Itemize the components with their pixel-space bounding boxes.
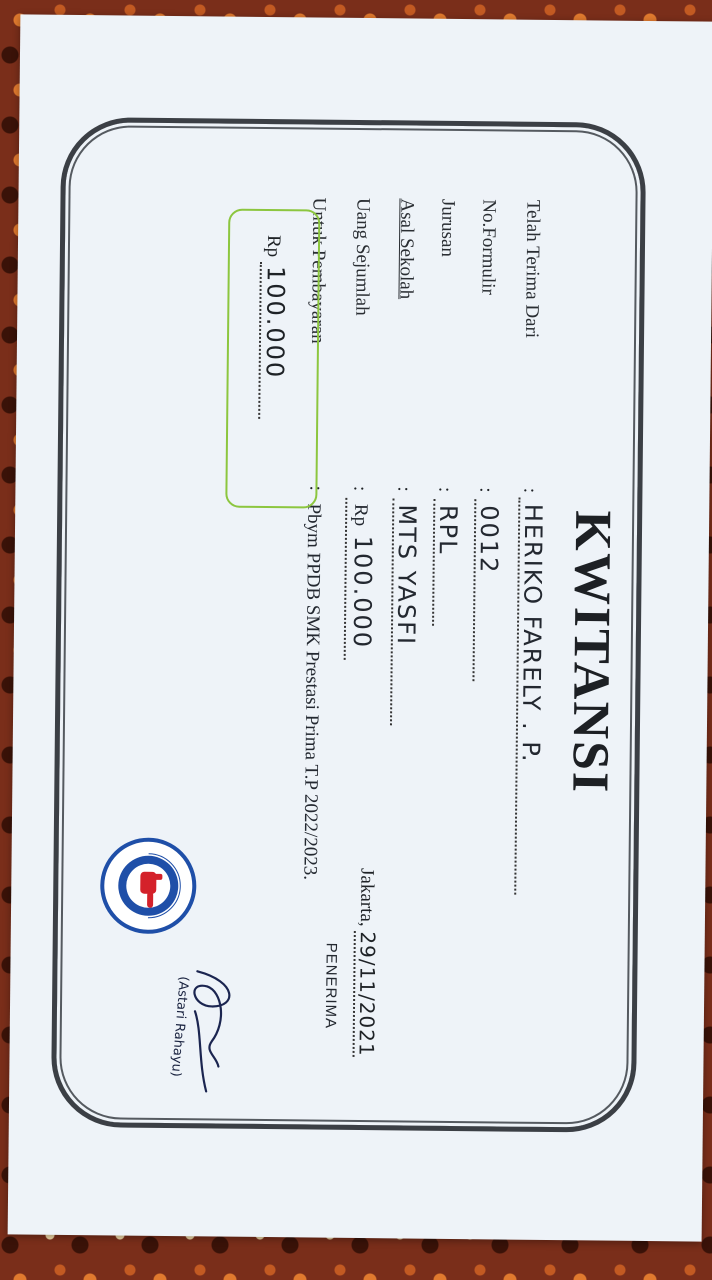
amount-box	[225, 209, 320, 509]
label-amount: Uang Sejumlah	[351, 197, 374, 316]
receipt	[35, 95, 686, 1162]
value-school-origin: MTS YASFI	[390, 498, 420, 725]
amount-box-prefix: Rp	[262, 234, 285, 258]
value-payment-for: Pbym PPDB SMK Prestasi Prima T.P 2022/2023.	[299, 503, 325, 881]
colon: :	[393, 486, 415, 492]
label-form-number: No.Formulir	[477, 199, 500, 295]
date-value: 29/11/2021	[354, 931, 380, 1057]
colon: :	[305, 485, 327, 491]
value-department: RPL	[432, 499, 461, 626]
receipt-date	[354, 868, 381, 1057]
receipt-paper	[8, 14, 712, 1241]
value-form-number: 0012	[472, 499, 502, 681]
value-received-from: HERIKO FARELY . P.	[514, 498, 546, 895]
amount-box-value: 100.000	[258, 262, 290, 420]
label-received-from: Telah Terima Dari	[521, 199, 544, 339]
value-amount	[344, 498, 377, 660]
date-city: Jakarta,	[355, 867, 378, 927]
colon: :	[475, 487, 497, 493]
amount-number: 100.000	[347, 535, 377, 650]
currency-prefix: Rp	[350, 503, 372, 527]
label-department: Jurusan	[436, 198, 459, 258]
school-stamp-logo	[98, 835, 199, 936]
receiver-label: PENERIMA	[321, 942, 340, 1030]
label-school-origin: Asal Sekolah	[395, 198, 418, 300]
signer-name: (Astari Rahayu)	[167, 975, 191, 1078]
colon: :	[349, 485, 371, 492]
colon: :	[434, 486, 456, 493]
amount-box-text	[260, 235, 290, 419]
receipt-title: KWITANSI	[561, 510, 622, 795]
label-payment-for: Untuk Pembayaran	[306, 197, 330, 344]
colon: :	[519, 487, 541, 494]
